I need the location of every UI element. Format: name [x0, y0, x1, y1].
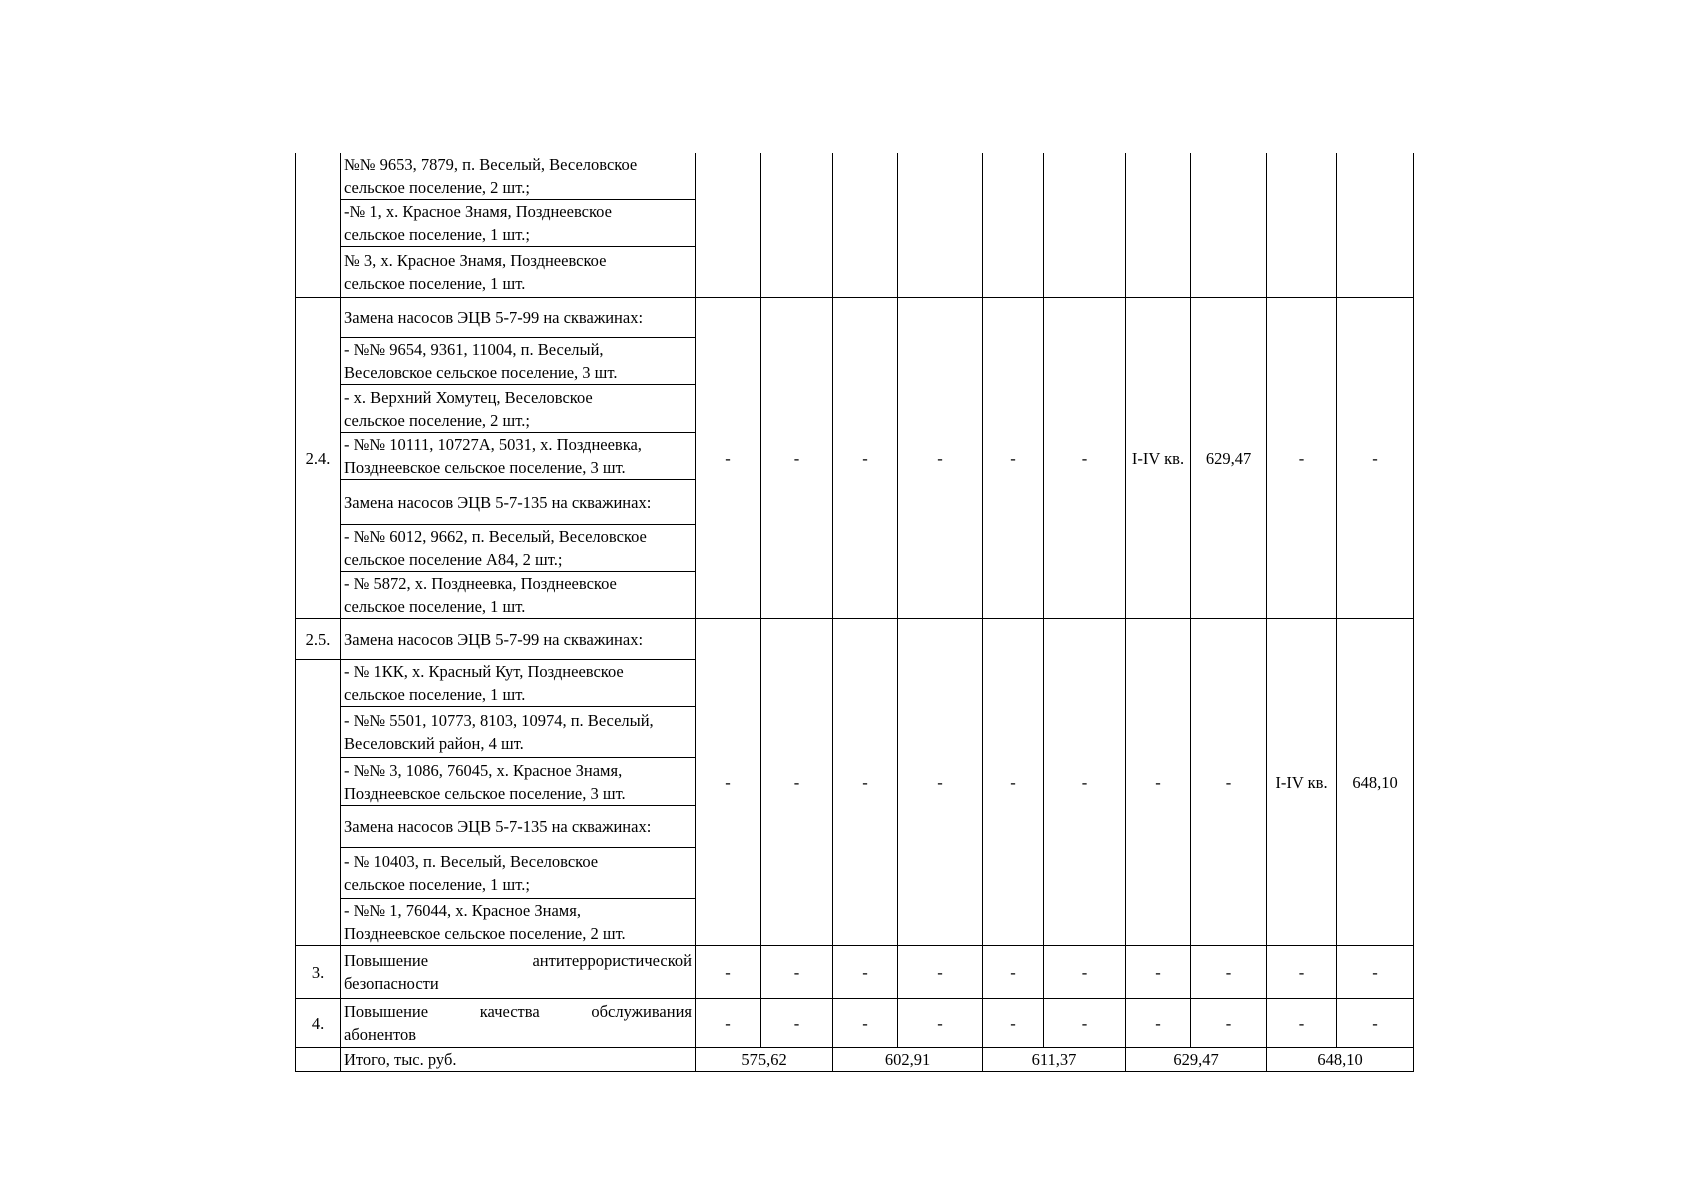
- desc-text-line: сельское поселение А84, 2 шт.;: [344, 550, 563, 569]
- value-cell: -: [1191, 946, 1267, 999]
- desc-text-line: - №№ 5501, 10773, 8103, 10974, п. Веселый,: [344, 711, 654, 730]
- value-cell: -: [833, 999, 898, 1048]
- value-cell: [983, 153, 1044, 298]
- description-cell: [341, 946, 696, 999]
- value-cell: -: [1267, 999, 1337, 1048]
- table-row: [296, 999, 1414, 1048]
- row-number: 3.: [296, 946, 341, 999]
- value-cell: -: [833, 298, 898, 619]
- value-cell: -: [761, 619, 833, 946]
- description-cell: [341, 480, 696, 525]
- number-cell: [296, 660, 341, 946]
- desc-text-line: сельское поселение, 1 шт.;: [344, 875, 530, 894]
- value-cell: -: [833, 946, 898, 999]
- value-cell: -: [761, 999, 833, 1048]
- value-cell: -: [1044, 298, 1126, 619]
- desc-text-line: абонентов: [344, 1025, 416, 1044]
- desc-text-line: безопасности: [344, 974, 439, 993]
- value-cell: -: [1191, 999, 1267, 1048]
- value-cell: -: [1337, 946, 1414, 999]
- total-row: [296, 1048, 1414, 1072]
- value-cell: -: [898, 946, 983, 999]
- value-cell: -: [983, 619, 1044, 946]
- value-cell: [898, 153, 983, 298]
- total-value: 575,62: [696, 1048, 833, 1072]
- value-cell: -: [1126, 619, 1191, 946]
- description-cell: [341, 707, 696, 758]
- description-cell: [341, 247, 696, 298]
- value-cell: -: [898, 619, 983, 946]
- desc-text-line: Замена насосов ЭЦВ 5-7-135 на скважинах:: [344, 817, 652, 836]
- total-value: 611,37: [983, 1048, 1126, 1072]
- total-value: 629,47: [1126, 1048, 1267, 1072]
- row-number: 2.5.: [296, 619, 341, 660]
- table-row: [296, 946, 1414, 999]
- value-cell: [833, 153, 898, 298]
- description-cell: [341, 806, 696, 848]
- value-cell: -: [1337, 999, 1414, 1048]
- value-cell: -: [1267, 298, 1337, 619]
- desc-text-line: - №№ 1, 76044, х. Красное Знамя,: [344, 901, 581, 920]
- total-value: 602,91: [833, 1048, 983, 1072]
- description-cell: [341, 619, 696, 660]
- desc-text-line: - № 1КК, х. Красный Кут, Позднеевское: [344, 662, 624, 681]
- value-cell: -: [1191, 619, 1267, 946]
- description-cell: [341, 848, 696, 899]
- table-row: [296, 153, 1414, 200]
- value-cell: -: [1044, 946, 1126, 999]
- value-cell: [1337, 153, 1414, 298]
- description-cell: [341, 298, 696, 338]
- description-cell: [341, 433, 696, 480]
- description-cell: [341, 758, 696, 806]
- value-cell: -: [696, 946, 761, 999]
- desc-text-line: Веселовский район, 4 шт.: [344, 734, 524, 753]
- value-cell: -: [1044, 999, 1126, 1048]
- description-cell: [341, 660, 696, 707]
- desc-text-line: сельское поселение, 2 шт.;: [344, 178, 530, 197]
- total-label: Итого, тыс. руб.: [341, 1048, 696, 1072]
- table-row: [296, 619, 1414, 660]
- desc-text-line: №№ 9653, 7879, п. Веселый, Веселовское: [344, 155, 638, 174]
- desc-text-line: Позднеевское сельское поселение, 3 шт.: [344, 783, 626, 803]
- value-cell: 629,47: [1191, 298, 1267, 619]
- desc-text-line: - х. Верхний Хомутец, Веселовское: [344, 387, 593, 407]
- desc-text-line: - № 5872, х. Позднеевка, Позднеевское: [344, 574, 617, 593]
- desc-text-line: № 3, х. Красное Знамя, Позднеевское: [344, 251, 607, 270]
- desc-text-line: -№ 1, х. Красное Знамя, Позднеевское: [344, 202, 612, 221]
- table-row: [296, 298, 1414, 338]
- number-cell: [296, 153, 341, 298]
- desc-text-line: - №№ 3, 1086, 76045, х. Красное Знамя,: [344, 760, 623, 780]
- description-cell: [341, 338, 696, 385]
- table-body: [296, 153, 1414, 1072]
- desc-text-line: Замена насосов ЭЦВ 5-7-135 на скважинах:: [344, 492, 652, 512]
- value-cell: -: [833, 619, 898, 946]
- value-cell: -: [983, 999, 1044, 1048]
- value-cell: [1044, 153, 1126, 298]
- value-cell: I-IV кв.: [1267, 619, 1337, 946]
- desc-text-line: Позднеевское сельское поселение, 2 шт.: [344, 924, 626, 943]
- value-cell: [1267, 153, 1337, 298]
- value-cell: -: [983, 298, 1044, 619]
- description-cell: [341, 572, 696, 619]
- value-cell: [696, 153, 761, 298]
- value-cell: -: [696, 999, 761, 1048]
- description-cell: [341, 999, 696, 1048]
- value-cell: -: [1126, 999, 1191, 1048]
- desc-text-line: - № 10403, п. Веселый, Веселовское: [344, 852, 599, 871]
- desc-text-line: сельское поселение, 1 шт.: [344, 274, 526, 293]
- row-number: 2.4.: [296, 298, 341, 619]
- description-cell: [341, 899, 696, 946]
- desc-text-line: сельское поселение, 1 шт.: [344, 685, 526, 704]
- row-number: 4.: [296, 999, 341, 1048]
- desc-text-line: Позднеевское сельское поселение, 3 шт.: [344, 458, 626, 477]
- desc-text-line: сельское поселение, 1 шт.;: [344, 225, 530, 244]
- value-cell: -: [696, 619, 761, 946]
- description-cell: [341, 153, 696, 200]
- value-cell: [761, 153, 833, 298]
- description-cell: [341, 385, 696, 433]
- desc-text-line: сельское поселение, 1 шт.: [344, 597, 526, 616]
- desc-text-line: Повышение качества обслуживания: [344, 1002, 692, 1021]
- desc-text-line: - №№ 6012, 9662, п. Веселый, Веселовское: [344, 527, 647, 546]
- document-table: [295, 153, 1414, 1072]
- value-cell: [1126, 153, 1191, 298]
- value-cell: -: [761, 298, 833, 619]
- value-cell: -: [1267, 946, 1337, 999]
- value-cell: -: [898, 999, 983, 1048]
- desc-text-line: сельское поселение, 2 шт.;: [344, 410, 530, 430]
- value-cell: 648,10: [1337, 619, 1414, 946]
- desc-text-line: - №№ 9654, 9361, 11004, п. Веселый,: [344, 340, 604, 359]
- number-cell: [296, 1048, 341, 1072]
- value-cell: -: [1044, 619, 1126, 946]
- description-cell: [341, 525, 696, 572]
- value-cell: -: [1126, 946, 1191, 999]
- desc-text-line: Повышение антитеррористической: [344, 951, 692, 970]
- value-cell: [1191, 153, 1267, 298]
- value-cell: -: [983, 946, 1044, 999]
- desc-text-line: Замена насосов ЭЦВ 5-7-99 на скважинах:: [344, 629, 644, 649]
- value-cell: -: [1337, 298, 1414, 619]
- value-cell: I-IV кв.: [1126, 298, 1191, 619]
- total-value: 648,10: [1267, 1048, 1414, 1072]
- desc-text-line: Веселовское сельское поселение, 3 шт.: [344, 363, 618, 382]
- desc-text-line: - №№ 10111, 10727А, 5031, х. Позднеевка,: [344, 435, 642, 454]
- value-cell: -: [761, 946, 833, 999]
- description-cell: [341, 200, 696, 247]
- value-cell: -: [898, 298, 983, 619]
- desc-text-line: Замена насосов ЭЦВ 5-7-99 на скважинах:: [344, 308, 644, 327]
- value-cell: -: [696, 298, 761, 619]
